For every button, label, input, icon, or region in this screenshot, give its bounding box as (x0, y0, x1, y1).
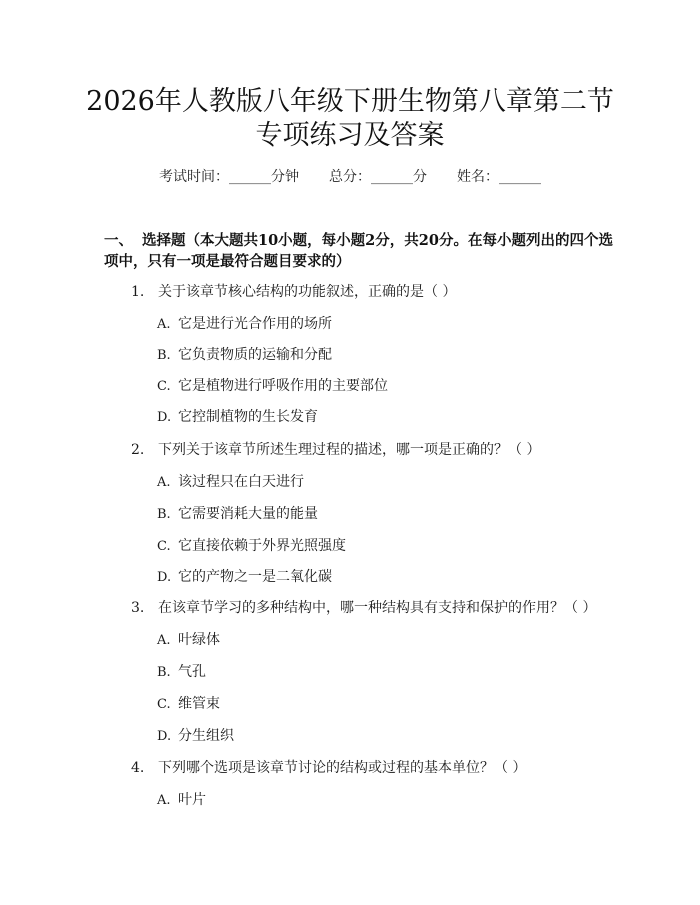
question-3 (131, 598, 611, 618)
option-letter: C. (157, 697, 171, 712)
question-number: 2. (131, 442, 145, 458)
option-text: 维管束 (178, 696, 220, 712)
option-letter: C. (157, 379, 171, 394)
option-text: 它是植物进行呼吸作用的主要部位 (178, 378, 388, 394)
option-text: 叶绿体 (178, 632, 220, 648)
section-number: 一、 (104, 232, 133, 249)
question-2 (131, 440, 611, 460)
question-3-option-b (157, 662, 597, 683)
document-title-line1: 2026年人教版八年级下册生物第八章第二节 (86, 86, 614, 117)
question-text: 下列哪个选项是该章节讨论的结构或过程的基本单位？（ ） (158, 760, 527, 776)
option-text: 它需要消耗大量的能量 (178, 506, 318, 522)
question-text: 下列关于该章节所述生理过程的描述，哪一项是正确的？（ ） (158, 442, 541, 458)
question-1-option-a (157, 314, 597, 335)
question-2-option-a (157, 472, 597, 493)
option-letter: A. (157, 317, 171, 332)
option-letter: D. (157, 410, 172, 425)
question-number: 3. (131, 600, 145, 616)
option-letter: B. (157, 348, 171, 363)
section-heading (104, 231, 624, 251)
total-score-field: 总分：______分 (329, 169, 427, 185)
question-1-option-b (157, 345, 597, 366)
question-3-option-d (157, 726, 597, 747)
document-title-line2: 专项练习及答案 (255, 120, 445, 151)
question-2-option-b (157, 504, 597, 525)
option-letter: D. (157, 729, 172, 744)
option-letter: A. (157, 475, 171, 490)
option-text: 气孔 (178, 664, 206, 680)
question-1-option-d (157, 407, 597, 428)
exam-time-field: 考试时间：______分钟 (159, 169, 299, 185)
option-letter: B. (157, 507, 171, 522)
question-text: 在该章节学习的多种结构中，哪一种结构具有支持和保护的作用？（ ） (158, 600, 597, 616)
option-text: 它是进行光合作用的场所 (178, 316, 332, 332)
question-1 (131, 282, 611, 302)
section-instructions-line1: 选择题（本大题共10小题，每小题2分，共20分。在每小题列出的四个选 (142, 232, 613, 249)
question-1-option-c (157, 376, 597, 397)
option-text: 它控制植物的生长发育 (178, 409, 318, 425)
question-3-option-a (157, 630, 597, 651)
question-2-option-d (157, 567, 597, 588)
option-text: 分生组织 (178, 728, 234, 744)
question-4-option-a (157, 790, 597, 811)
question-4 (131, 758, 611, 778)
option-letter: A. (157, 633, 171, 648)
question-2-option-c (157, 536, 597, 557)
option-letter: D. (157, 570, 172, 585)
option-text: 它的产物之一是二氧化碳 (178, 569, 332, 585)
question-number: 1. (131, 284, 145, 300)
option-text: 叶片 (178, 792, 206, 808)
question-number: 4. (131, 760, 145, 776)
option-text: 该过程只在白天进行 (178, 474, 304, 490)
section-instructions-line2: 项中，只有一项是最符合题目要求的） (104, 253, 351, 270)
student-name-field: 姓名：______ (457, 169, 541, 185)
option-letter: A. (157, 793, 171, 808)
question-text: 关于该章节核心结构的功能叙述，正确的是（ ） (158, 284, 457, 300)
option-text: 它直接依赖于外界光照强度 (178, 538, 346, 554)
option-text: 它负责物质的运输和分配 (178, 347, 332, 363)
option-letter: C. (157, 539, 171, 554)
question-3-option-c (157, 694, 597, 715)
exam-info-line (0, 167, 700, 187)
option-letter: B. (157, 665, 171, 680)
